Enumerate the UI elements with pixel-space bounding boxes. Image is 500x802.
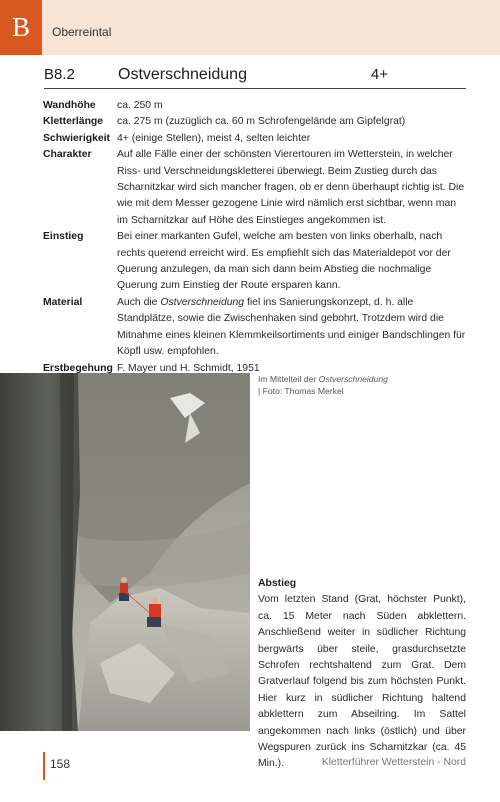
- route-name-italic: Ostverschneidung: [160, 296, 245, 308]
- caption-route-name: Ostverschneidung: [318, 374, 388, 384]
- route-heading: [44, 62, 466, 89]
- descent-section: [258, 576, 466, 773]
- climbing-photo: [0, 373, 250, 731]
- fact-label: Erstbegehung: [43, 362, 113, 374]
- fact-difficulty: [43, 131, 468, 147]
- descent-heading: Abstieg: [258, 578, 297, 589]
- fact-label: Wandhöhe: [43, 100, 96, 111]
- section-badge: [0, 0, 42, 55]
- fact-value: Auf alle Fälle einer der schönsten Vierertouren im Wetterstein, in welcher Riss- und Verschneidungskletterei überwiegt. Beim Zustieg durch das Scharnitzkar wird sich mancher fragen, ob er denn überhaupt richtig ist. Die wie mit dem Messer gezogene Linie wird nämlich erst sichtbar, wenn man im Scharnitzkar auf Höhe des Einstieges angekommen ist.: [117, 149, 465, 226]
- fact-label: Material: [43, 296, 83, 308]
- fact-value: ca. 275 m (zuzüglich ca. 60 m Schrofengelände am Gipfelgrat): [117, 116, 406, 128]
- route-name: Ostverschneidung: [118, 66, 247, 83]
- fact-start: [43, 229, 468, 295]
- fact-value: Auch die Ostverschneidung fiel ins Sanierungskonzept, d. h. alle Standplätze, sowie die Zwischenhaken sind gebohrt. Trotzdem wird die Mitnahme eines kleinen Klemmkeilsortiments und einiger Bandschlingen für Köpfl usw. empfohlen.: [117, 296, 466, 358]
- route-grade: 4+: [370, 66, 388, 83]
- fact-value: Bei einer markanten Gufel, welche am besten von links oberhalb, nach rechts querend erreicht wird. Es empfiehlt sich das Materialdepot vor der Querung anzulegen, da man sich dann beim Abstieg die nochmalige Querung zum Einstieg der Route ersparen kann.: [117, 231, 451, 292]
- section-letter: B: [11, 12, 30, 42]
- fact-label: Kletterlänge: [43, 116, 104, 128]
- fact-label: Charakter: [43, 149, 92, 161]
- fact-label: Schwierigkeit: [43, 132, 110, 144]
- fact-value: 4+ (einige Stellen), meist 4, selten leichter: [117, 132, 311, 144]
- fact-climb-length: [43, 114, 468, 130]
- route-facts: [43, 98, 468, 377]
- region-title: Oberreintal: [52, 25, 112, 39]
- descent-text: Vom letzten Stand (Grat, höchster Punkt), ca. 15 Meter nach Süden abklettern. Anschließend weiter in südlicher Richtung bergwärts über steile, grasdurchsetzte Schrofen rechtshaltend zum Grat. Dem Gratverlauf folgend bis zum höchsten Punkt. Hier kurz in südlicher Richtung haltend abklettern zum Abseilring. Im Sattel angekommen nach links (östlich) und über Wegspuren zurück ins Scharnitzkar (ca. 45 Min.).: [258, 594, 466, 770]
- fact-label: Einstieg: [43, 231, 84, 243]
- fact-wall-height: [43, 98, 468, 114]
- footer-accent-bar: [43, 752, 45, 780]
- page-number: 158: [50, 757, 71, 771]
- fact-value: F. Mayer und H. Schmidt, 1951: [117, 362, 260, 374]
- book-title: Kletterführer Wetterstein - Nord: [321, 757, 466, 768]
- fact-material: [43, 295, 468, 361]
- route-number: B8.2: [44, 66, 75, 83]
- photo-caption: Im Mittelteil der Ostverschneidung | Foto: Thomas Merkel: [258, 373, 473, 397]
- fact-character: [43, 147, 468, 229]
- photo-credit: | Foto: Thomas Merkel: [258, 386, 344, 396]
- fact-value: ca. 250 m: [117, 100, 163, 111]
